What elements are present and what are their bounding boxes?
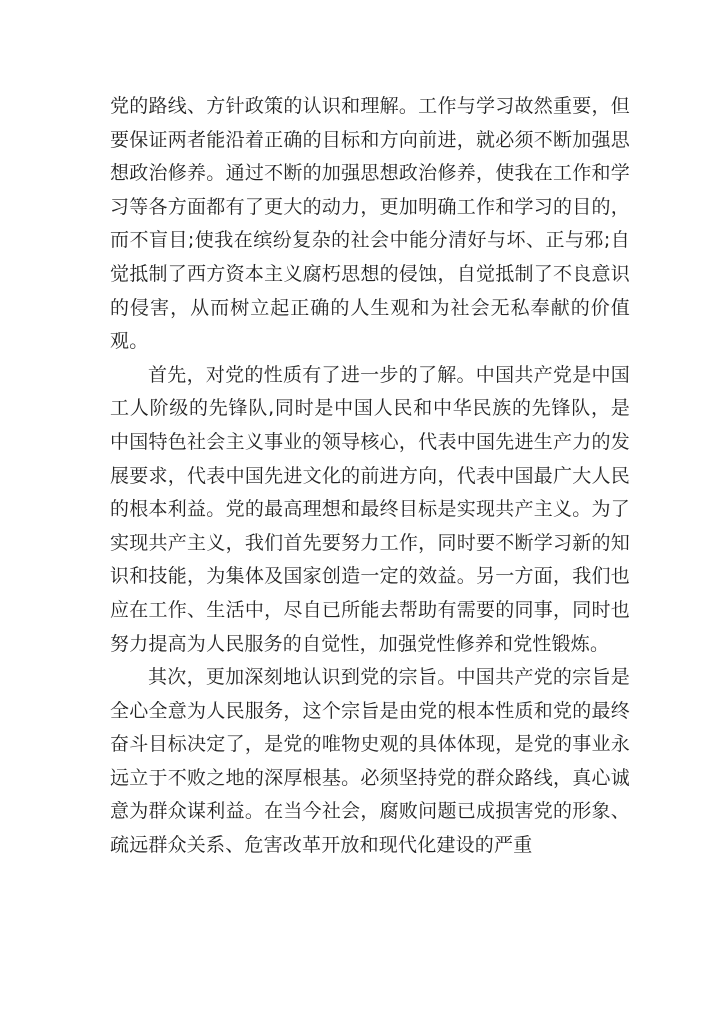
paragraph-1: 党的路线、方针政策的认识和理解。工作与学习故然重要，但要保证两者能沿着正确的目标和方向前进，就必须不断加强思想政治修养。通过不断的加强思想政治修养，使我在工作和学习等各方面都有了更大的动力，更加明确工作和学习的目的，而不盲目;使我在缤纷复杂的社会中能分清好与坏、正与邪;自觉抵制了西方资本主义腐朽思想的侵蚀，自觉抵制了不良意识的侵害，从而树立起正确的人生观和为社会无私奉献的价值观。 <box>110 95 630 353</box>
paragraph-3: 其次，更加深刻地认识到党的宗旨。中国共产党的宗旨是全心全意为人民服务，这个宗旨是由党的根本性质和党的最终奋斗目标决定了，是党的唯物史观的具体体现，是党的事业永远立于不败之地的深厚根基。必须坚持党的群众路线，真心诚意为群众谋利益。在当今社会，腐败问题已成损害党的形象、疏远群众关系、危害改革开放和现代化建设的严重 <box>110 666 630 857</box>
paragraph-2: 首先，对党的性质有了进一步的了解。中国共产党是中国工人阶级的先锋队,同时是中国人民和中华民族的先锋队，是中国特色社会主义事业的领导核心，代表中国先进生产力的发展要求，代表中国先进文化的前进方向，代表中国最广大人民的根本利益。党的最高理想和最终目标是实现共产主义。为了实现共产主义，我们首先要努力工作，同时要不断学习新的知识和技能，为集体及国家创造一定的效益。另一方面，我们也应在工作、生活中，尽自已所能去帮助有需要的同事，同时也努力提高为人民服务的自觉性，加强党性修养和党性锻炼。 <box>110 363 630 655</box>
body-text <box>110 90 630 863</box>
